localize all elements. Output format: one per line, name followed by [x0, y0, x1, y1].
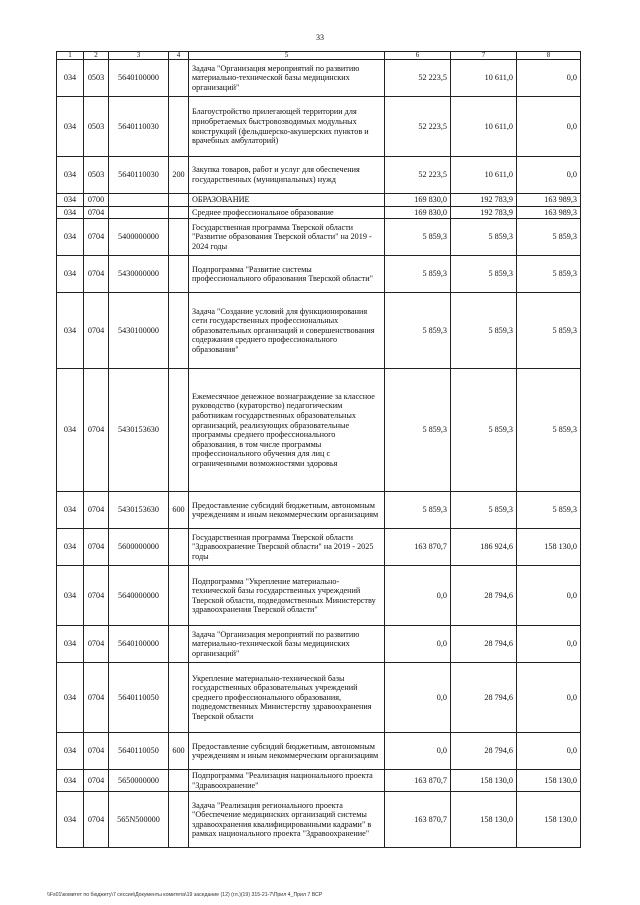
target-article-code-cell: 5640100000	[109, 60, 169, 97]
target-article-code-cell: 5650000000	[109, 770, 169, 792]
ministry-code-cell: 034	[57, 293, 84, 369]
table-row	[57, 194, 581, 207]
amount-year-3-cell: 5 859,3	[517, 256, 581, 293]
expense-type-code-cell	[169, 792, 189, 848]
item-name-cell: Подпрограмма "Реализация национального проекта "Здравоохранение"	[189, 770, 385, 792]
target-article-code-cell: 5430000000	[109, 256, 169, 293]
section-code-cell: 0704	[84, 626, 109, 663]
target-article-code-cell: 565N500000	[109, 792, 169, 848]
amount-year-1-cell: 0,0	[385, 733, 451, 770]
item-name-cell: Предоставление субсидий бюджетным, автономным учреждениям и иным некоммерческим организациям	[189, 492, 385, 529]
target-article-code-cell: 5640100000	[109, 626, 169, 663]
budget-table	[56, 51, 581, 848]
section-code-cell: 0704	[84, 770, 109, 792]
section-code-cell: 0700	[84, 194, 109, 207]
amount-year-2-cell: 5 859,3	[451, 219, 517, 256]
amount-year-2-cell: 28 794,6	[451, 663, 517, 733]
section-code-cell: 0704	[84, 492, 109, 529]
amount-year-3-cell: 0,0	[517, 626, 581, 663]
table-row	[57, 663, 581, 733]
section-code-cell: 0704	[84, 369, 109, 492]
column-number: 1	[57, 52, 84, 60]
section-code-cell: 0704	[84, 792, 109, 848]
ministry-code-cell: 034	[57, 60, 84, 97]
amount-year-3-cell: 0,0	[517, 733, 581, 770]
file-path-footer: \\Fs01\комитет по бюджету\7 сессия\Документы комитета\19 заседание (12) (гл.)(19) 315-21-7\Прил 4_Прил 7 ВСР	[47, 892, 323, 898]
table-row	[57, 369, 581, 492]
expense-type-code-cell	[169, 293, 189, 369]
ministry-code-cell: 034	[57, 626, 84, 663]
section-code-cell: 0704	[84, 219, 109, 256]
table-row	[57, 219, 581, 256]
amount-year-1-cell: 5 859,3	[385, 369, 451, 492]
target-article-code-cell: 5400000000	[109, 219, 169, 256]
expense-type-code-cell	[169, 60, 189, 97]
table-row	[57, 256, 581, 293]
item-name-cell: Благоустройство прилегающей территории для приобретаемых быстровозводимых модульных конструкций (фельдшерско-акушерских пунктов и врачебных амбулаторий)	[189, 97, 385, 157]
amount-year-1-cell: 0,0	[385, 626, 451, 663]
target-article-code-cell: 5430153630	[109, 369, 169, 492]
ministry-code-cell: 034	[57, 792, 84, 848]
amount-year-2-cell: 5 859,3	[451, 293, 517, 369]
column-number: 4	[169, 52, 189, 60]
item-name-cell: Предоставление субсидий бюджетным, автономным учреждениям и иным некоммерческим организациям	[189, 733, 385, 770]
item-name-cell: Задача "Реализация регионального проекта "Обеспечение медицинских организаций системы здравоохранения квалифицированными кадрами" в рамках национального проекта "Здравоохранение"	[189, 792, 385, 848]
table-row	[57, 60, 581, 97]
section-code-cell: 0503	[84, 157, 109, 194]
amount-year-2-cell: 158 130,0	[451, 770, 517, 792]
amount-year-1-cell: 163 870,7	[385, 529, 451, 566]
target-article-code-cell: 5600000000	[109, 529, 169, 566]
target-article-code-cell: 5430153630	[109, 492, 169, 529]
expense-type-code-cell	[169, 626, 189, 663]
amount-year-2-cell: 28 794,6	[451, 626, 517, 663]
item-name-cell: Подпрограмма "Укрепление материально-технической базы государственных учреждений Тверской области, подведомственных Министерству здравоохранения Тверской области"	[189, 566, 385, 626]
amount-year-3-cell: 5 859,3	[517, 492, 581, 529]
section-code-cell: 0704	[84, 256, 109, 293]
target-article-code-cell: 5640110030	[109, 97, 169, 157]
amount-year-2-cell: 5 859,3	[451, 492, 517, 529]
ministry-code-cell: 034	[57, 663, 84, 733]
item-name-cell: Задача "Создание условий для функционирования сети государственных профессиональных образовательных организаций и совершенствования содержания среднего профессионального образования"	[189, 293, 385, 369]
item-name-cell: Закупка товаров, работ и услуг для обеспечения государственных (муниципальных) нужд	[189, 157, 385, 194]
amount-year-2-cell: 10 611,0	[451, 60, 517, 97]
table-row	[57, 770, 581, 792]
amount-year-2-cell: 28 794,6	[451, 566, 517, 626]
ministry-code-cell: 034	[57, 492, 84, 529]
amount-year-1-cell: 169 830,0	[385, 194, 451, 207]
item-name-cell: Среднее профессиональное образование	[189, 206, 385, 219]
expense-type-code-cell	[169, 529, 189, 566]
item-name-cell: Ежемесячное денежное вознаграждение за классное руководство (кураторство) педагогическим работникам государственных образовательных организаций, реализующих образовательные программы среднего профессионального образования, в том числе программы профессионального обучения для лиц с ограниченными возможностями здоровья	[189, 369, 385, 492]
amount-year-1-cell: 52 223,5	[385, 97, 451, 157]
table-row	[57, 293, 581, 369]
ministry-code-cell: 034	[57, 566, 84, 626]
section-code-cell: 0704	[84, 206, 109, 219]
column-number: 8	[517, 52, 581, 60]
section-code-cell: 0704	[84, 293, 109, 369]
amount-year-2-cell: 10 611,0	[451, 157, 517, 194]
page-number: 33	[316, 33, 324, 42]
column-number: 7	[451, 52, 517, 60]
item-name-cell: Укрепление материально-технической базы государственных образовательных учреждений среднего профессионального образования, подведомственных Министерству здравоохранения Тверской области	[189, 663, 385, 733]
section-code-cell: 0704	[84, 733, 109, 770]
ministry-code-cell: 034	[57, 157, 84, 194]
amount-year-2-cell: 5 859,3	[451, 256, 517, 293]
ministry-code-cell: 034	[57, 194, 84, 207]
expense-type-code-cell: 200	[169, 157, 189, 194]
amount-year-2-cell: 10 611,0	[451, 97, 517, 157]
target-article-code-cell: 5640110050	[109, 663, 169, 733]
section-code-cell: 0503	[84, 60, 109, 97]
amount-year-3-cell: 163 989,3	[517, 206, 581, 219]
expense-type-code-cell	[169, 770, 189, 792]
expense-type-code-cell	[169, 219, 189, 256]
table-row	[57, 529, 581, 566]
amount-year-1-cell: 5 859,3	[385, 293, 451, 369]
column-number: 3	[109, 52, 169, 60]
amount-year-2-cell: 186 924,6	[451, 529, 517, 566]
amount-year-2-cell: 192 783,9	[451, 206, 517, 219]
amount-year-3-cell: 158 130,0	[517, 529, 581, 566]
item-name-cell: ОБРАЗОВАНИЕ	[189, 194, 385, 207]
amount-year-2-cell: 28 794,6	[451, 733, 517, 770]
column-number: 2	[84, 52, 109, 60]
table-row	[57, 626, 581, 663]
amount-year-1-cell: 52 223,5	[385, 60, 451, 97]
ministry-code-cell: 034	[57, 97, 84, 157]
expense-type-code-cell	[169, 369, 189, 492]
amount-year-3-cell: 0,0	[517, 566, 581, 626]
section-code-cell: 0704	[84, 663, 109, 733]
target-article-code-cell: 5430100000	[109, 293, 169, 369]
amount-year-2-cell: 158 130,0	[451, 792, 517, 848]
expense-type-code-cell	[169, 194, 189, 207]
amount-year-1-cell: 52 223,5	[385, 157, 451, 194]
ministry-code-cell: 034	[57, 529, 84, 566]
table-row	[57, 492, 581, 529]
ministry-code-cell: 034	[57, 733, 84, 770]
amount-year-1-cell: 5 859,3	[385, 492, 451, 529]
table-row	[57, 157, 581, 194]
item-name-cell: Задача "Организация мероприятий по развитию материально-технической базы медицинских организаций"	[189, 626, 385, 663]
target-article-code-cell: 5640110030	[109, 157, 169, 194]
target-article-code-cell: 5640110050	[109, 733, 169, 770]
amount-year-3-cell: 0,0	[517, 97, 581, 157]
item-name-cell: Государственная программа Тверской области "Здравоохранение Тверской области" на 2019 - 2025 годы	[189, 529, 385, 566]
expense-type-code-cell	[169, 97, 189, 157]
target-article-code-cell: 5640000000	[109, 566, 169, 626]
amount-year-1-cell: 163 870,7	[385, 770, 451, 792]
amount-year-3-cell: 5 859,3	[517, 369, 581, 492]
table-row	[57, 792, 581, 848]
table-row	[57, 566, 581, 626]
expense-type-code-cell	[169, 206, 189, 219]
section-code-cell: 0503	[84, 97, 109, 157]
item-name-cell: Задача "Организация мероприятий по развитию материально-технической базы медицинских организаций"	[189, 60, 385, 97]
amount-year-3-cell: 158 130,0	[517, 792, 581, 848]
amount-year-1-cell: 0,0	[385, 566, 451, 626]
target-article-code-cell	[109, 206, 169, 219]
column-number: 5	[189, 52, 385, 60]
expense-type-code-cell	[169, 663, 189, 733]
table-row	[57, 733, 581, 770]
amount-year-3-cell: 158 130,0	[517, 770, 581, 792]
section-code-cell: 0704	[84, 566, 109, 626]
table-row	[57, 97, 581, 157]
amount-year-1-cell: 169 830,0	[385, 206, 451, 219]
amount-year-1-cell: 5 859,3	[385, 256, 451, 293]
item-name-cell: Подпрограмма "Развитие системы профессионального образования Тверской области"	[189, 256, 385, 293]
ministry-code-cell: 034	[57, 206, 84, 219]
table-row	[57, 206, 581, 219]
amount-year-2-cell: 192 783,9	[451, 194, 517, 207]
expense-type-code-cell	[169, 256, 189, 293]
amount-year-2-cell: 5 859,3	[451, 369, 517, 492]
expense-type-code-cell: 600	[169, 492, 189, 529]
amount-year-1-cell: 5 859,3	[385, 219, 451, 256]
amount-year-1-cell: 163 870,7	[385, 792, 451, 848]
column-number-row	[57, 52, 581, 60]
item-name-cell: Государственная программа Тверской области "Развитие образования Тверской области" на 2019 - 2024 годы	[189, 219, 385, 256]
ministry-code-cell: 034	[57, 256, 84, 293]
amount-year-3-cell: 0,0	[517, 60, 581, 97]
amount-year-3-cell: 5 859,3	[517, 293, 581, 369]
expense-type-code-cell	[169, 566, 189, 626]
amount-year-3-cell: 0,0	[517, 663, 581, 733]
column-number: 6	[385, 52, 451, 60]
ministry-code-cell: 034	[57, 770, 84, 792]
ministry-code-cell: 034	[57, 369, 84, 492]
amount-year-3-cell: 5 859,3	[517, 219, 581, 256]
ministry-code-cell: 034	[57, 219, 84, 256]
expense-type-code-cell: 600	[169, 733, 189, 770]
target-article-code-cell	[109, 194, 169, 207]
amount-year-3-cell: 0,0	[517, 157, 581, 194]
amount-year-3-cell: 163 989,3	[517, 194, 581, 207]
amount-year-1-cell: 0,0	[385, 663, 451, 733]
section-code-cell: 0704	[84, 529, 109, 566]
